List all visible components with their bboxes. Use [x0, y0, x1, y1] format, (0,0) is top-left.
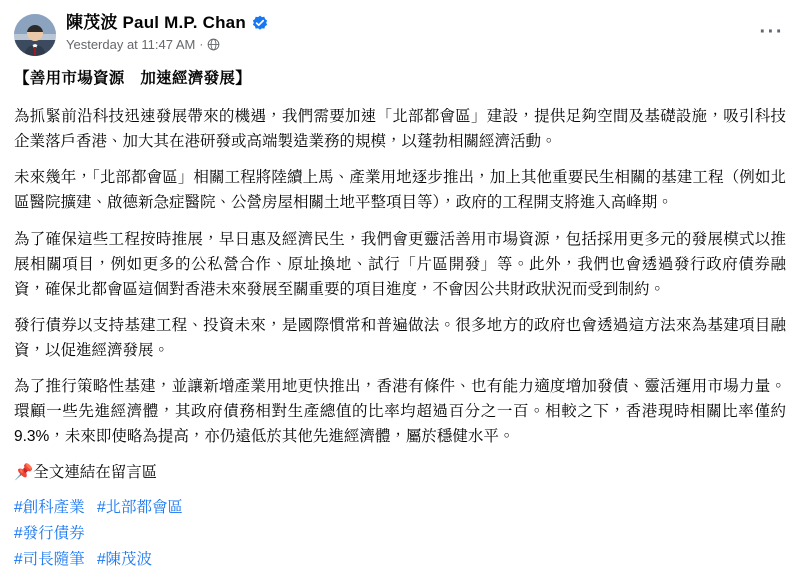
post-paragraph-1: 為抓緊前沿科技迅速發展帶來的機遇，我們需要加速「北部都會區」建設，提供足夠空間及基礎設施，吸引科技企業落戶香港、加大其在港研發或高端製造業務的規模，以蓬勃相關經濟活動。: [14, 108, 786, 151]
hashtag-list: [14, 496, 786, 572]
hashtag-item[interactable]: #司長隨筆: [14, 551, 85, 569]
post-paragraph-2: 未來幾年，「北部都會區」相關工程將陸續上馬、產業用地逐步推出，加上其他重要民生相關的基建工程（例如北區醫院擴建、啟德新急症醫院、公營房屋相關土地平整項目等），政府的工程開支將進入高峰期。: [14, 169, 786, 212]
post-paragraph-5: 為了推行策略性基建，並讓新增產業用地更快推出，香港有條件、也有能力適度增加發債、靈活運用市場力量。環顧一些先進經濟體，其政府債務相對生產總值的比率均超過百分之一百。相較之下，香港現時相關比率僅約9.3%，未來即使略為提高，亦仍遠低於其他先進經濟體，屬於穩健水平。: [14, 378, 786, 446]
post-author-block: [66, 12, 268, 52]
hashtag-item[interactable]: #創科產業: [14, 498, 85, 516]
hashtag-row: [14, 496, 786, 519]
hashtag-row: [14, 548, 786, 571]
author-name-row: [66, 13, 268, 33]
verified-badge-icon: [252, 15, 268, 31]
comment-link-note: 📌全文連結在留言區: [14, 464, 158, 482]
post-options-button[interactable]: ···: [759, 21, 784, 43]
post-timestamp[interactable]: Yesterday at 11:47 AM: [66, 36, 196, 52]
hashtag-item[interactable]: #陳茂波: [96, 551, 153, 569]
post-paragraph-4: 發行債券以支持基建工程、投資未來，是國際慣常和普遍做法。很多地方的政府也會透過這方法來為基建項目融資，以促進經濟發展。: [14, 316, 786, 359]
post-title: 【善用市場資源 加速經濟發展】: [14, 70, 252, 87]
post-meta: [66, 37, 268, 52]
post-header: [14, 10, 786, 62]
globe-icon[interactable]: [207, 38, 220, 51]
meta-separator: ·: [199, 37, 204, 52]
hashtag-item[interactable]: #發行債券: [14, 524, 85, 542]
hashtag-item[interactable]: #北部都會區: [96, 498, 184, 516]
hashtag-row: [14, 522, 786, 545]
avatar[interactable]: [14, 14, 56, 56]
author-name[interactable]: 陳茂波 Paul M.P. Chan: [66, 13, 246, 32]
post-paragraph-3: 為了確保這些工程按時推展，早日惠及經濟民生，我們會更靈活善用市場資源，包括採用更多元的發展模式以推展相關項目，例如更多的公私營合作、原址換地、試行「片區開發」等。此外，我們也會透過發行政府債券融資，確保北都會區這個對香港未來發展至關重要的項目進度，不會因公共財政狀況而受到制約。: [14, 230, 786, 298]
post-content: [14, 62, 786, 571]
